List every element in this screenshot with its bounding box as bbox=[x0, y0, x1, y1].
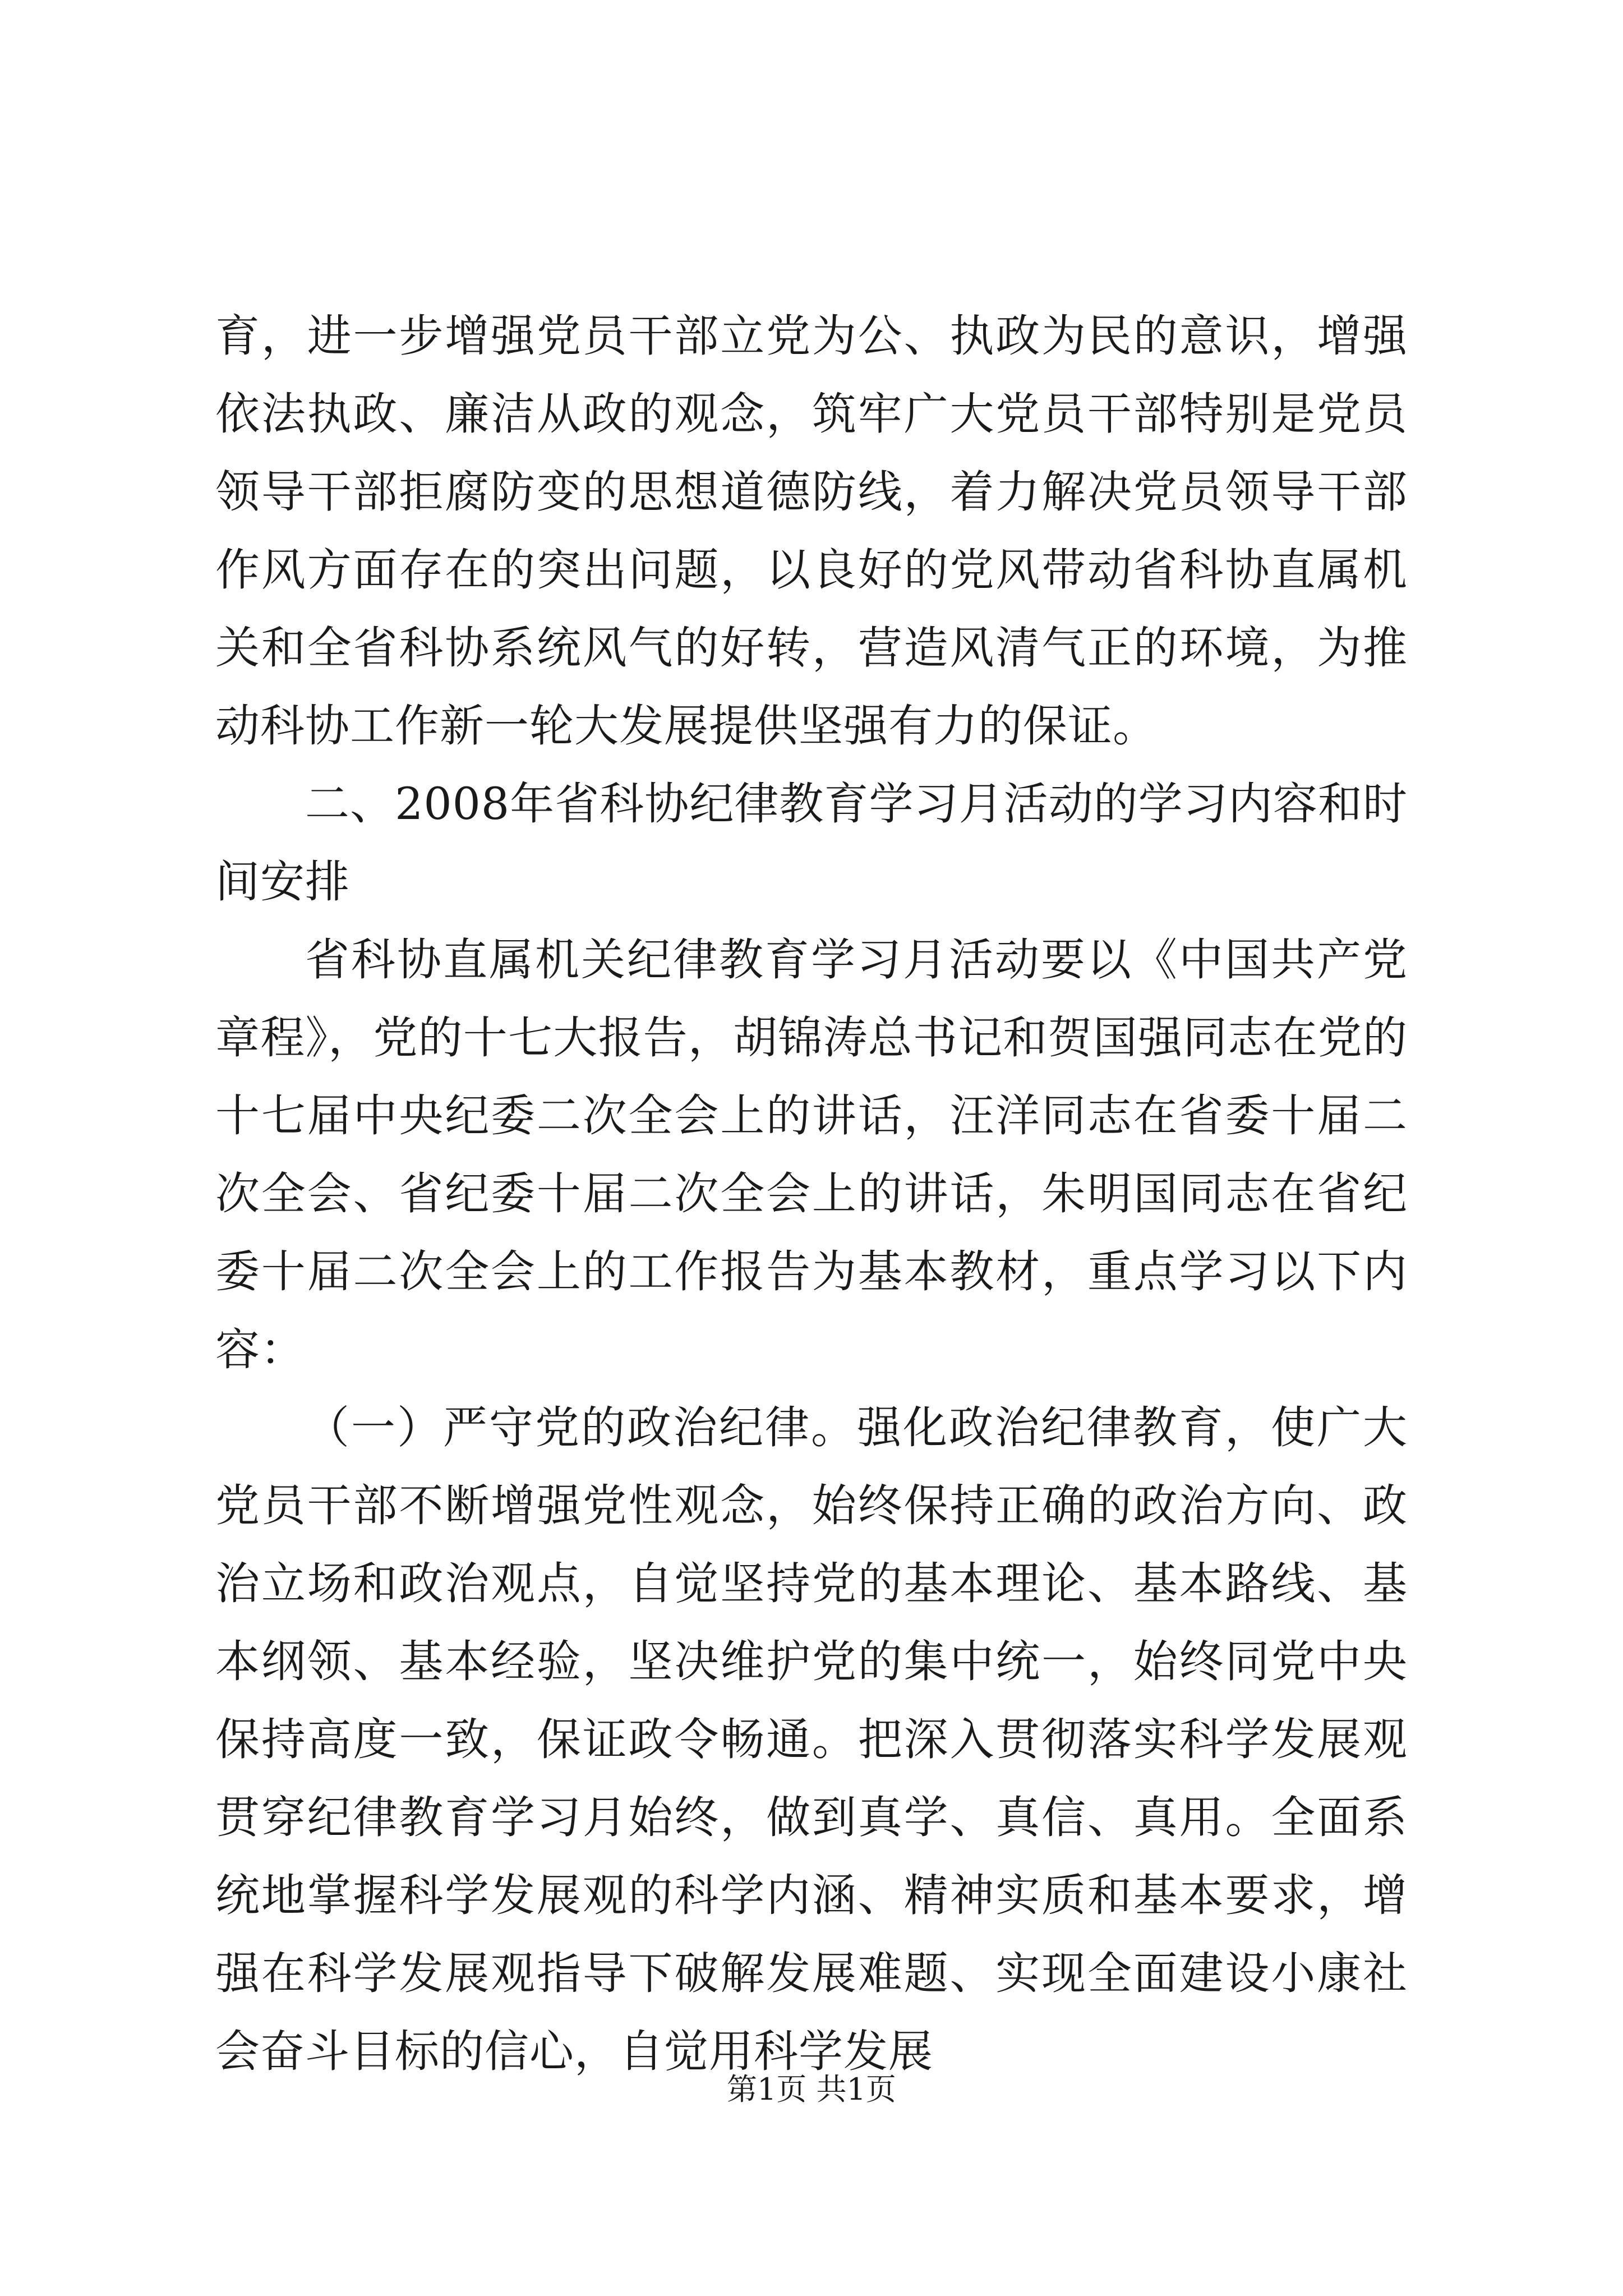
document-body bbox=[215, 297, 1408, 2091]
paragraph-continuation: 育，进一步增强党员干部立党为公、执政为民的意识，增强依法执政、廉洁从政的观念，筑牢广大党员干部特别是党员领导干部拒腐防变的思想道德防线，着力解决党员领导干部作风方面存在的突出问题，以良好的党风带动省科协直属机关和全省科协系统风气的好转，营造风清气正的环境，为推动科协工作新一轮大发展提供坚强有力的保证。 bbox=[215, 310, 1408, 752]
paragraph-study-materials: 省科协直属机关纪律教育学习月活动要以《中国共产党章程》，党的十七大报告，胡锦涛总书记和贺国强同志在党的十七届中央纪委二次全会上的讲话，汪洋同志在省委十届二次全会、省纪委十届二次全会上的讲话，朱明国同志在省纪委十届二次全会上的工作报告为基本教材，重点学习以下内容： bbox=[215, 934, 1408, 1375]
paragraph-political-discipline: （一）严守党的政治纪律。强化政治纪律教育，使广大党员干部不断增强党性观念，始终保持正确的政治方向、政治立场和政治观点，自觉坚持党的基本理论、基本路线、基本纲领、基本经验，坚决维护党的集中统一，始终同党中央保持高度一致，保证政令畅通。把深入贯彻落实科学发展观贯穿纪律教育学习月始终，做到真学、真信、真用。全面系统地掌握科学发展观的科学内涵、精神实质和基本要求，增强在科学发展观指导下破解发展难题、实现全面建设小康社会奋斗目标的信心，自觉用科学发展 bbox=[215, 1402, 1408, 2077]
section-heading-2: 二、2008年省科协纪律教育学习月活动的学习内容和时间安排 bbox=[215, 778, 1408, 908]
page-footer: 第1页 共1页 bbox=[727, 2072, 896, 2107]
